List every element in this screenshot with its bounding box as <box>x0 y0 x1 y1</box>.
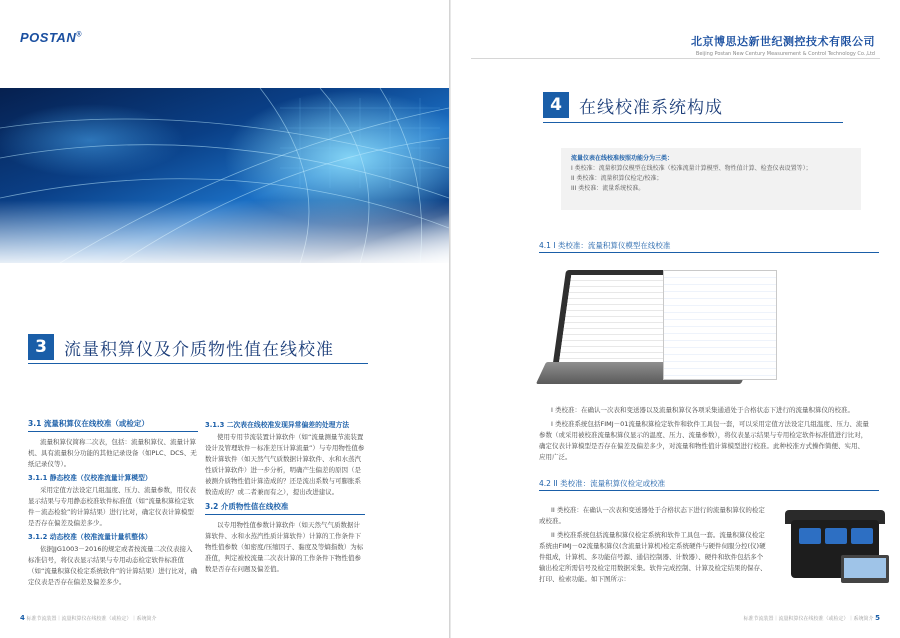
left-footer <box>20 614 156 622</box>
software-table-screenshot <box>663 270 777 380</box>
paragraph-3-1-1: 采用定值方法设定几组温度、压力、流量参数，用仪表显示结果与专用静态校准软件标准值（如“流量积算检定软件－流态检验”的计算结果）进行比对，确定仪表计算模型是否存在偏差及偏差多少。 <box>28 486 196 527</box>
right-footer <box>744 614 880 622</box>
section-4-1-text <box>539 405 869 466</box>
company-name-cn: 北京博思达新世纪测控技术有限公司 <box>691 35 875 48</box>
header-rule <box>471 58 880 59</box>
paragraph-4-1-b: I 类校准系统包括FIMJ－01流量积算检定软件和软件工具包一套，可以采用定值方法设定几组温度、压力、流量参数（或采用被校准流量积算仪显示的温度、压力、流量参数），将仪表显示结果与专用检定软件标准值进行比对，确定仪表计算模型是否存在偏差及偏差多少，对流量和物性值计算模型进行校准。此种校准方式操作简便、实用、应用广泛。 <box>539 420 869 461</box>
heading-4-1: 4.1 I 类校准：流量积算仪模型在线校准 <box>539 241 671 250</box>
left-footer-text: 标准节流装置｜流量积算仪在线校准（或检定）｜系统简介 <box>26 616 157 622</box>
intro-item-2: II 类校准：流量积算仪检定/校准； <box>571 175 663 182</box>
paragraph-4-2-a: II 类校准：在确认一次表和变送器处于合格状态下进行的流量积算仪的检定或校准。 <box>539 506 765 525</box>
intro-title: 流量仪表在线校准按照功能分为三类： <box>571 155 674 162</box>
heading-4-1-rule <box>539 252 879 253</box>
right-page-number: 5 <box>875 614 880 622</box>
left-column-2 <box>205 418 365 578</box>
heading-3-2: 3.2 介质物性值在线校准 <box>205 501 365 515</box>
paragraph-3-1: 流量积算仪简称二次表，包括：流量积算仪、流量计算机、具有流量积分功能的其他记录设备（如PLC、DCS、无纸记录仪等）。 <box>28 438 197 468</box>
section-4-number: 4 <box>543 92 569 118</box>
heading-3-1-1: 3.1.1 静态校准（仪校准流量计算模型） <box>28 474 152 482</box>
left-column-1 <box>28 418 198 591</box>
paragraph-3-2: 以专用物性值参数计算软件（如天然气气质数据计算软件、水和水蒸汽性质计算软件）计算的工作条件下物性值参数（如密度/压缩因子、黏度及等熵指数）为标准值，判定被校流量二次表计算的工作条件下物性值参数是否存在问题及偏差值。 <box>205 521 364 573</box>
paragraph-4-1-a: I 类校准：在确认一次表和变送器以及流量积算仪各项采集通道处于合格状态下进行的流量积算仪的校准。 <box>551 406 854 414</box>
heading-3-1-3: 3.1.3 二次表在线校准发现异常偏差的处理方法 <box>205 421 350 429</box>
section-3-heading <box>28 334 334 360</box>
section-3-title: 流量积算仪及介质物性值在线校准 <box>64 339 334 360</box>
intro-item-1: I 类校准：流量积算仪模型在线校准（校准流量计算模型、物性值计算、检查仪表设置等）； <box>571 165 812 172</box>
calibration-case-image <box>781 510 891 585</box>
banner-fade <box>0 200 449 270</box>
section-3-number: 3 <box>28 334 54 360</box>
right-footer-text: 标准节流装置｜流量积算仪在线校准（或检定）｜系统简介 <box>743 616 874 622</box>
left-page <box>0 0 449 638</box>
right-page <box>451 0 900 638</box>
heading-3-1-2: 3.1.2 动态校准（校准流量计量机整体） <box>28 533 152 541</box>
section-3-rule <box>28 363 368 364</box>
section-4-rule <box>543 122 843 123</box>
paragraph-3-1-3: 使用专用节流装置计算软件（如“流量测量节流装置设计及管理软件－标准差压计算流量”）与专用物性值参数计算软件（如天然气气质数据计算软件、水和水蒸汽性质计算软件）进一步分析，明确产生偏差的原因（是被测介质物性值计算造成的？还是流出系数与可膨胀系数造成的？或二者兼而有之），提出改进建议。 <box>205 433 365 496</box>
paragraph-4-2-b: II 类校准系统包括流量积算仪检定系统和软件工具包一套。流量积算仪检定系统由FIMJ－02流量积算仪(含流量计算机)检定系统硬件与硬件伺服分控(仪)硬件组成，计算机、多功能信号源、通信控制器、计数器）、硬件和软件包括多个输出检定所需信号及检定用数据采集。软件完成控制、计算及检定结果的保存、打印、检索功能。如下图所示： <box>539 531 767 583</box>
section-4-title: 在线校准系统构成 <box>579 97 723 118</box>
company-name-en: Beijing Postan New Century Measurement & Control Technology Co.,Ltd <box>695 51 875 57</box>
intro-item-3: III 类校准：流量系统校准。 <box>571 185 645 192</box>
section-4-heading <box>543 92 723 118</box>
left-page-number: 4 <box>20 614 25 622</box>
company-header <box>691 33 875 57</box>
intro-box <box>561 148 861 210</box>
section-4-2-text <box>539 505 769 588</box>
postan-logo: POSTAN® <box>20 30 82 45</box>
heading-4-2: 4.2 II 类校准：流量积算仪检定或校准 <box>539 479 666 488</box>
heading-4-2-rule <box>539 490 879 491</box>
heading-3-1: 3.1 流量积算仪在线校准（或检定） <box>28 418 198 432</box>
paragraph-3-1-2: 依据JJG1003－2016的规定或者按流量二次仪表接入标准信号，将仪表显示结果与专用动态检定软件标准值（如“流量积算仪检定系统软件”的计算结果）进行比对，确定仪表是否存在偏差及偏差多少。 <box>28 545 198 586</box>
